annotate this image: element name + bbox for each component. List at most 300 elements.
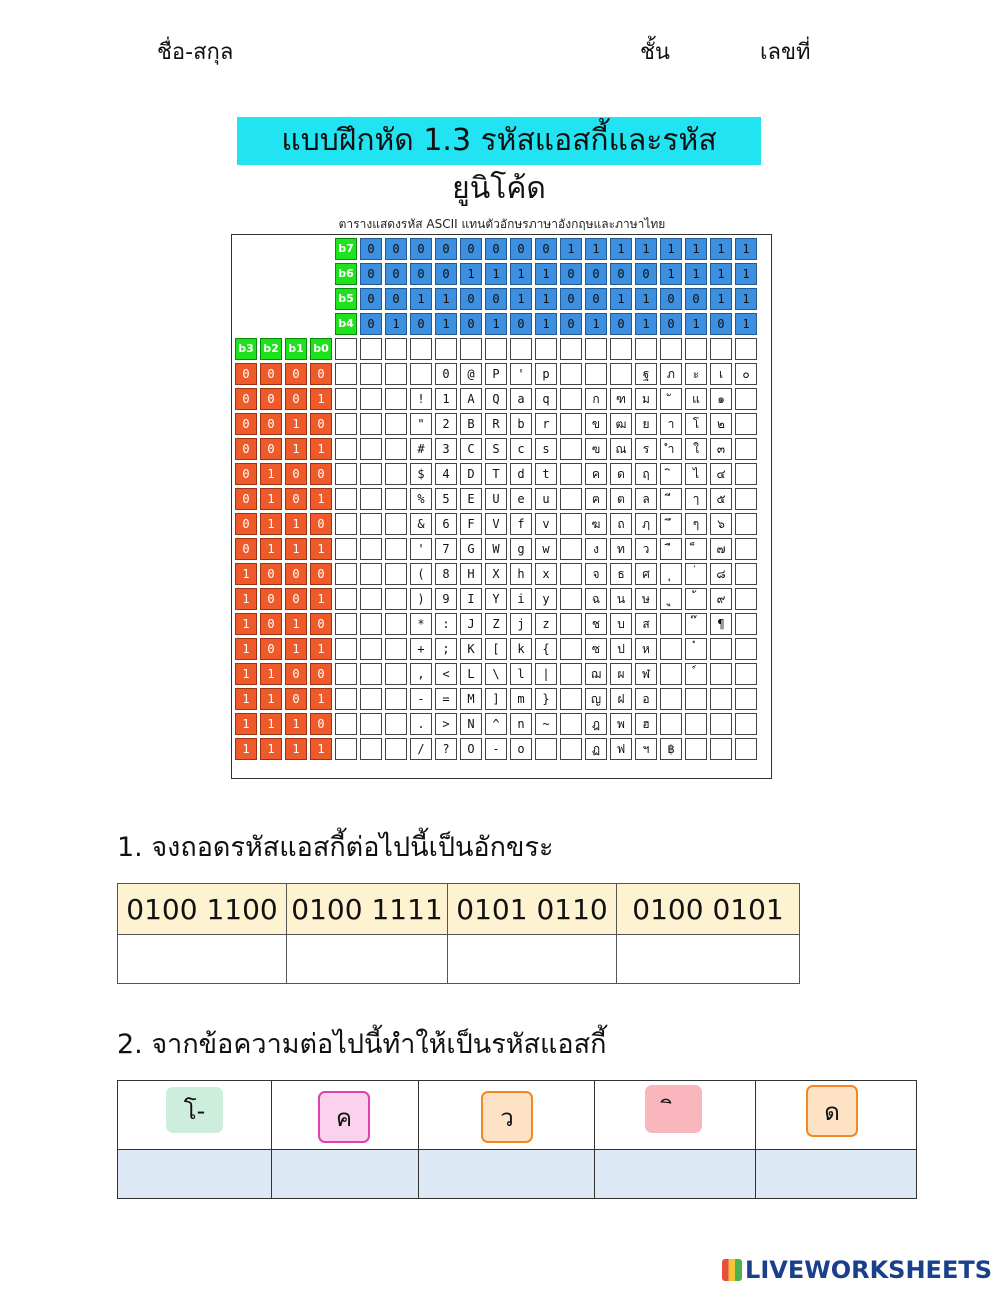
high-bit-cell: 0 — [660, 288, 682, 310]
ascii-char-cell: $ — [410, 463, 432, 485]
exercise2-answer-2[interactable] — [272, 1150, 419, 1199]
high-bit-cell: 1 — [635, 238, 657, 260]
ascii-char-cell: ฦ — [635, 513, 657, 535]
ascii-char-cell: & — [410, 513, 432, 535]
high-bit-cell: 1 — [460, 263, 482, 285]
empty-cell — [460, 338, 482, 360]
low-bit-cell: 1 — [260, 738, 282, 760]
ascii-char-cell: > — [435, 713, 457, 735]
low-bit-cell: 1 — [235, 663, 257, 685]
high-bit-cell: 0 — [360, 288, 382, 310]
high-bit-cell: 1 — [435, 313, 457, 335]
bit-label-b4: b4 — [335, 313, 357, 335]
ascii-char-cell: ๑ — [710, 388, 732, 410]
low-bit-cell: 0 — [260, 638, 282, 660]
empty-cell — [335, 488, 357, 510]
ascii-char-cell — [710, 638, 732, 660]
ascii-char-cell: ^ — [485, 713, 507, 735]
low-bit-cell: 0 — [260, 613, 282, 635]
low-bit-cell: 0 — [310, 513, 332, 535]
high-bit-cell: 1 — [610, 238, 632, 260]
exercise2-answer-4[interactable] — [595, 1150, 756, 1199]
ascii-char-cell — [360, 613, 382, 635]
high-bit-cell: 0 — [510, 238, 532, 260]
low-bit-cell: 0 — [260, 413, 282, 435]
high-bit-cell: 0 — [360, 263, 382, 285]
low-bit-cell: 1 — [285, 638, 307, 660]
logo-icon — [722, 1259, 742, 1281]
ascii-char-cell: E — [460, 488, 482, 510]
high-bit-cell: 1 — [710, 288, 732, 310]
low-bit-cell: 1 — [235, 688, 257, 710]
ascii-char-cell: l — [510, 663, 532, 685]
ascii-char-cell: = — [435, 688, 457, 710]
ascii-char-cell: ไ — [685, 463, 707, 485]
ascii-char-cell: ฿ — [660, 738, 682, 760]
ascii-char-cell: Q — [485, 388, 507, 410]
ascii-char-cell — [560, 363, 582, 385]
bit-label-b7: b7 — [335, 238, 357, 260]
ascii-char-cell: ล — [635, 488, 657, 510]
ascii-char-cell: ๙ — [710, 588, 732, 610]
ascii-corner — [285, 288, 307, 310]
high-bit-cell: 0 — [685, 288, 707, 310]
ascii-char-cell: < — [435, 663, 457, 685]
low-bit-cell: 0 — [285, 688, 307, 710]
high-bit-cell: 0 — [560, 263, 582, 285]
low-bit-cell: 0 — [235, 538, 257, 560]
bit-label-b6: b6 — [335, 263, 357, 285]
liveworksheets-logo[interactable] — [722, 1256, 992, 1284]
low-bit-cell: 0 — [235, 388, 257, 410]
ascii-char-cell — [560, 663, 582, 685]
ascii-char-cell: G — [460, 538, 482, 560]
high-bit-cell: 1 — [710, 238, 732, 260]
ascii-char-cell — [385, 563, 407, 585]
low-bit-cell: 0 — [310, 613, 332, 635]
ascii-char-cell — [385, 738, 407, 760]
ascii-char-cell: X — [485, 563, 507, 585]
high-bit-cell: 0 — [385, 263, 407, 285]
ascii-char-cell: ๘ — [710, 563, 732, 585]
ascii-char-cell — [735, 713, 757, 735]
empty-cell — [660, 338, 682, 360]
ascii-char-cell: C — [460, 438, 482, 460]
ascii-corner — [310, 313, 332, 335]
high-bit-cell: 0 — [460, 238, 482, 260]
low-bit-cell: 0 — [260, 388, 282, 410]
empty-cell — [335, 638, 357, 660]
ascii-char-cell: ณ — [610, 438, 632, 460]
low-bit-cell: 0 — [285, 488, 307, 510]
high-bit-cell: 0 — [485, 238, 507, 260]
ascii-char-cell: ถ — [610, 513, 632, 535]
ascii-char-cell: ฏ — [585, 738, 607, 760]
ascii-char-cell: ช — [585, 613, 607, 635]
low-bit-cell: 0 — [235, 363, 257, 385]
high-bit-cell: 0 — [635, 263, 657, 285]
ascii-char-cell: ๖ — [710, 513, 732, 535]
ascii-char-cell — [385, 688, 407, 710]
high-bit-cell: 1 — [660, 238, 682, 260]
empty-cell — [335, 713, 357, 735]
ascii-char-cell: ฎ — [585, 713, 607, 735]
high-bit-cell: 1 — [735, 313, 757, 335]
ascii-char-cell: ษ — [635, 588, 657, 610]
exercise1-answer-2[interactable] — [287, 935, 448, 984]
empty-cell — [610, 338, 632, 360]
high-bit-cell: 1 — [535, 263, 557, 285]
ascii-corner — [235, 288, 257, 310]
high-bit-cell: 0 — [460, 288, 482, 310]
ascii-char-cell: . — [410, 713, 432, 735]
ascii-char-cell: ว — [635, 538, 657, 560]
low-bit-cell: 1 — [235, 563, 257, 585]
ascii-char-cell — [360, 638, 382, 660]
empty-cell — [335, 563, 357, 585]
class-label: ชั้น — [640, 40, 670, 65]
high-bit-cell: 1 — [610, 288, 632, 310]
ascii-char-cell: โ — [685, 413, 707, 435]
ascii-char-cell: y — [535, 588, 557, 610]
ascii-char-cell: ! — [410, 388, 432, 410]
ascii-char-cell — [735, 663, 757, 685]
ascii-char-cell — [535, 738, 557, 760]
ascii-char-cell: ะ — [685, 363, 707, 385]
low-bit-cell: 1 — [285, 613, 307, 635]
ascii-char-cell — [585, 363, 607, 385]
low-bit-cell: 1 — [260, 463, 282, 485]
high-bit-cell: 0 — [560, 313, 582, 335]
ascii-char-cell — [660, 588, 682, 610]
high-bit-cell: 1 — [510, 263, 532, 285]
ascii-char-cell: O — [460, 738, 482, 760]
ascii-char-cell: ฬ — [635, 663, 657, 685]
ascii-char-cell — [710, 688, 732, 710]
ascii-char-cell — [360, 413, 382, 435]
ascii-char-cell: J — [460, 613, 482, 635]
ascii-char-cell: ฝ — [610, 688, 632, 710]
high-bit-cell: 1 — [410, 288, 432, 310]
ascii-char-cell — [685, 688, 707, 710]
ascii-char-cell: d — [510, 463, 532, 485]
ascii-char-cell: ป — [610, 638, 632, 660]
low-bit-cell: 0 — [310, 463, 332, 485]
exercise2-question: 2. จากข้อความต่อไปนี้ทำให้เป็นรหัสแอสกี้ — [117, 1029, 607, 1060]
ascii-char-cell: ๐ — [735, 363, 757, 385]
high-bit-cell: 1 — [510, 288, 532, 310]
exercise2-char-cell-2 — [272, 1081, 419, 1150]
low-bit-cell: 0 — [260, 588, 282, 610]
exercise2-answer-5[interactable] — [756, 1150, 917, 1199]
ascii-char-cell: ' — [510, 363, 532, 385]
ascii-char-cell — [710, 663, 732, 685]
ascii-char-cell: ใ — [685, 438, 707, 460]
high-bit-cell: 1 — [735, 238, 757, 260]
bit-label-b1: b1 — [285, 338, 307, 360]
high-bit-cell: 0 — [435, 263, 457, 285]
ascii-char-cell: i — [510, 588, 532, 610]
ascii-char-cell — [385, 663, 407, 685]
bit-label-b2: b2 — [260, 338, 282, 360]
ascii-char-cell — [735, 613, 757, 635]
ascii-char-cell: , — [410, 663, 432, 685]
ascii-char-cell: D — [460, 463, 482, 485]
ascii-char-cell: ย — [635, 413, 657, 435]
ascii-char-cell — [560, 563, 582, 585]
ascii-char-cell: 1 — [435, 388, 457, 410]
high-bit-cell: 0 — [410, 238, 432, 260]
high-bit-cell: 1 — [685, 263, 707, 285]
ascii-char-cell — [710, 713, 732, 735]
ascii-char-cell — [660, 463, 682, 485]
ascii-char-cell: ส — [635, 613, 657, 635]
empty-cell — [735, 338, 757, 360]
ascii-char-cell — [685, 588, 707, 610]
ascii-char-cell: 3 — [435, 438, 457, 460]
ascii-char-cell: ~ — [535, 713, 557, 735]
empty-cell — [335, 463, 357, 485]
empty-cell — [635, 338, 657, 360]
low-bit-cell: 0 — [260, 438, 282, 460]
ascii-char-cell: ค — [585, 463, 607, 485]
char-card-5: ด — [806, 1085, 858, 1137]
ascii-char-cell: " — [410, 413, 432, 435]
char-card-1: โ- — [166, 1087, 223, 1133]
low-bit-cell: 1 — [235, 613, 257, 635]
ascii-char-cell: P — [485, 363, 507, 385]
empty-cell — [535, 338, 557, 360]
exercise2-answer-3[interactable] — [419, 1150, 595, 1199]
ascii-char-cell — [360, 688, 382, 710]
empty-cell — [335, 738, 357, 760]
ascii-char-cell — [560, 438, 582, 460]
ascii-char-cell — [385, 463, 407, 485]
ascii-char-cell — [360, 363, 382, 385]
exercise1-code-1: 0100 1100 — [118, 884, 287, 935]
ascii-char-cell — [360, 388, 382, 410]
ascii-char-cell — [735, 538, 757, 560]
ascii-corner — [260, 263, 282, 285]
ascii-char-cell — [735, 513, 757, 535]
low-bit-cell: 1 — [285, 738, 307, 760]
ascii-char-cell — [360, 588, 382, 610]
ascii-char-cell: Y — [485, 588, 507, 610]
exercise1-code-3: 0101 0110 — [448, 884, 617, 935]
low-bit-cell: 1 — [260, 713, 282, 735]
ascii-char-cell — [735, 413, 757, 435]
low-bit-cell: 0 — [310, 563, 332, 585]
name-label: ชื่อ-สกุล — [157, 40, 234, 65]
ascii-char-cell: / — [410, 738, 432, 760]
low-bit-cell: 1 — [260, 538, 282, 560]
ascii-corner — [285, 313, 307, 335]
high-bit-cell: 0 — [410, 263, 432, 285]
ascii-char-cell: ¶ — [710, 613, 732, 635]
ascii-char-cell — [560, 588, 582, 610]
ascii-char-cell: ๅ — [685, 488, 707, 510]
ascii-char-cell: T — [485, 463, 507, 485]
exercise2-char-cell-1 — [118, 1081, 272, 1150]
ascii-char-cell: ฯ — [635, 738, 657, 760]
ascii-char-cell: S — [485, 438, 507, 460]
high-bit-cell: 1 — [685, 313, 707, 335]
high-bit-cell: 1 — [635, 313, 657, 335]
ascii-char-cell: ง — [585, 538, 607, 560]
ascii-char-cell: V — [485, 513, 507, 535]
ascii-char-cell — [735, 563, 757, 585]
ascii-char-cell: R — [485, 413, 507, 435]
ascii-char-cell: 0 — [435, 363, 457, 385]
ascii-char-cell: อ — [635, 688, 657, 710]
high-bit-cell: 1 — [535, 313, 557, 335]
ascii-char-cell: K — [460, 638, 482, 660]
high-bit-cell: 0 — [710, 313, 732, 335]
ascii-char-cell — [685, 738, 707, 760]
ascii-char-cell — [735, 738, 757, 760]
low-bit-cell: 1 — [310, 388, 332, 410]
empty-cell — [560, 338, 582, 360]
ascii-char-cell: ำ — [660, 438, 682, 460]
low-bit-cell: 0 — [285, 463, 307, 485]
empty-cell — [485, 338, 507, 360]
ascii-char-cell — [360, 538, 382, 560]
ascii-char-cell — [385, 638, 407, 660]
ascii-char-cell — [560, 413, 582, 435]
low-bit-cell: 1 — [310, 738, 332, 760]
high-bit-cell: 0 — [485, 288, 507, 310]
ascii-char-cell — [385, 713, 407, 735]
ascii-char-cell — [385, 413, 407, 435]
ascii-char-cell: Z — [485, 613, 507, 635]
ascii-char-cell — [660, 513, 682, 535]
high-bit-cell: 1 — [585, 313, 607, 335]
high-bit-cell: 1 — [685, 238, 707, 260]
ascii-char-cell: พ — [610, 713, 632, 735]
ascii-char-cell: ฑ — [610, 388, 632, 410]
low-bit-cell: 0 — [310, 663, 332, 685]
empty-cell — [510, 338, 532, 360]
char-card-4 — [645, 1085, 702, 1133]
ascii-char-cell: } — [535, 688, 557, 710]
ascii-char-cell — [610, 363, 632, 385]
high-bit-cell: 0 — [535, 238, 557, 260]
low-bit-cell: 1 — [235, 588, 257, 610]
high-bit-cell: 0 — [610, 263, 632, 285]
ascii-char-cell: @ — [460, 363, 482, 385]
ascii-char-cell: { — [535, 638, 557, 660]
ascii-char-cell: q — [535, 388, 557, 410]
high-bit-cell: 0 — [660, 313, 682, 335]
exercise2-answer-1[interactable] — [118, 1150, 272, 1199]
ascii-char-cell: k — [510, 638, 532, 660]
ascii-char-cell — [360, 463, 382, 485]
ascii-corner — [260, 238, 282, 260]
low-bit-cell: 1 — [285, 413, 307, 435]
ascii-char-cell: L — [460, 663, 482, 685]
low-bit-cell: 0 — [235, 488, 257, 510]
high-bit-cell: 1 — [735, 288, 757, 310]
ascii-char-cell: 6 — [435, 513, 457, 535]
ascii-char-cell: w — [535, 538, 557, 560]
high-bit-cell: 1 — [710, 263, 732, 285]
ascii-char-cell — [660, 713, 682, 735]
ascii-char-cell — [735, 438, 757, 460]
ascii-char-cell — [685, 563, 707, 585]
ascii-char-cell — [685, 538, 707, 560]
exercise1-answer-4[interactable] — [617, 935, 800, 984]
high-bit-cell: 1 — [635, 288, 657, 310]
ascii-char-cell: N — [460, 713, 482, 735]
ascii-char-cell: ด — [610, 463, 632, 485]
ascii-corner — [310, 263, 332, 285]
ascii-char-cell: ] — [485, 688, 507, 710]
ascii-char-cell: B — [460, 413, 482, 435]
low-bit-cell: 0 — [285, 388, 307, 410]
low-bit-cell: 0 — [260, 563, 282, 585]
ascii-char-cell: f — [510, 513, 532, 535]
ascii-char-cell: ๒ — [710, 413, 732, 435]
ascii-char-cell: A — [460, 388, 482, 410]
ascii-char-cell: จ — [585, 563, 607, 585]
ascii-char-cell: - — [410, 688, 432, 710]
ascii-char-cell: h — [510, 563, 532, 585]
ascii-char-cell: 8 — [435, 563, 457, 585]
ascii-char-cell — [560, 613, 582, 635]
low-bit-cell: 1 — [285, 513, 307, 535]
ascii-grid — [232, 235, 760, 763]
ascii-char-cell — [660, 613, 682, 635]
ascii-char-cell: b — [510, 413, 532, 435]
ascii-char-cell: บ — [610, 613, 632, 635]
ascii-char-cell — [685, 613, 707, 635]
low-bit-cell: 1 — [310, 538, 332, 560]
ascii-char-cell — [560, 513, 582, 535]
empty-cell — [335, 613, 357, 635]
ascii-char-cell — [660, 388, 682, 410]
ascii-char-cell — [735, 588, 757, 610]
low-bit-cell: 0 — [310, 363, 332, 385]
ascii-char-cell: F — [460, 513, 482, 535]
ascii-char-cell: % — [410, 488, 432, 510]
ascii-char-cell: - — [485, 738, 507, 760]
ascii-corner — [235, 263, 257, 285]
high-bit-cell: 0 — [435, 238, 457, 260]
ascii-char-cell: ศ — [635, 563, 657, 585]
low-bit-cell: 1 — [260, 688, 282, 710]
low-bit-cell: 0 — [235, 513, 257, 535]
ascii-char-cell — [560, 638, 582, 660]
ascii-corner — [310, 238, 332, 260]
ascii-char-cell: U — [485, 488, 507, 510]
ascii-char-cell: e — [510, 488, 532, 510]
ascii-corner — [310, 288, 332, 310]
ascii-char-cell: ( — [410, 563, 432, 585]
exercise1-answer-1[interactable] — [118, 935, 287, 984]
ascii-char-cell: z — [535, 613, 557, 635]
exercise1-answer-3[interactable] — [448, 935, 617, 984]
bit-label-b5: b5 — [335, 288, 357, 310]
ascii-corner — [260, 288, 282, 310]
ascii-char-cell — [735, 488, 757, 510]
ascii-char-cell: ร — [635, 438, 657, 460]
ascii-char-cell — [685, 638, 707, 660]
high-bit-cell: 0 — [360, 238, 382, 260]
ascii-corner — [260, 313, 282, 335]
empty-cell — [335, 663, 357, 685]
ascii-char-cell: 5 — [435, 488, 457, 510]
low-bit-cell: 0 — [310, 413, 332, 435]
